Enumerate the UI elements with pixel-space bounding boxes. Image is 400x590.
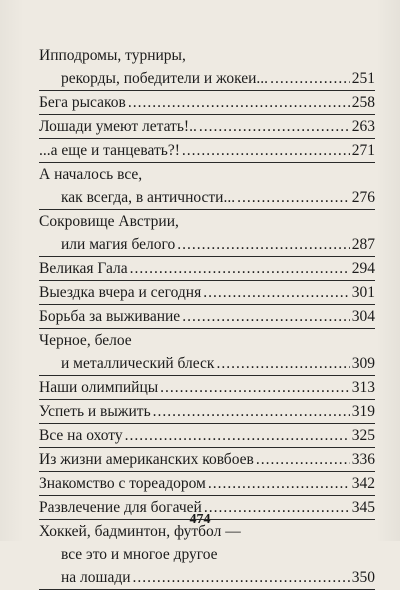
dot-leader: [203, 281, 350, 304]
toc-page-number: 309: [351, 355, 375, 372]
toc-page-number: 313: [351, 379, 375, 396]
dot-leader: [177, 233, 350, 256]
toc-page-number: 276: [351, 189, 375, 206]
toc-entry-last-line: [39, 233, 375, 256]
toc-entry: [39, 91, 375, 115]
toc-entry: [39, 281, 375, 305]
dot-leader: [182, 139, 350, 162]
toc-entry-title: Борьба за выживание: [39, 308, 181, 325]
toc-entry-last-line: [39, 186, 375, 209]
toc-entry: [39, 400, 375, 424]
toc-page-number: 271: [351, 142, 375, 159]
toc-entry-last-line: [39, 448, 375, 471]
toc-entry-title: Успеть и выжить: [39, 403, 151, 420]
toc-entry: [39, 139, 375, 163]
toc-page-number: 263: [351, 118, 375, 135]
toc-entry-last-line: [39, 305, 375, 328]
toc-entry: [39, 115, 375, 139]
toc-entry-title: Великая Гала: [39, 260, 128, 277]
toc-entry-title: Из жизни американских ковбоев: [39, 451, 254, 468]
toc-page-number: 342: [351, 475, 375, 492]
toc-page-number: 319: [351, 403, 375, 420]
dot-leader: [256, 448, 350, 471]
toc-entry-title: Развлечение для богачей: [39, 499, 202, 516]
toc-page-number: 350: [351, 569, 375, 586]
dot-leader: [153, 400, 350, 423]
toc-entry-last-line: [39, 376, 375, 399]
page-number: 474: [189, 512, 211, 527]
dot-leader: [125, 424, 350, 447]
toc-entry-title: Все на охоту: [39, 427, 123, 444]
dot-leader: [270, 67, 350, 90]
toc-page-number: 258: [351, 94, 375, 111]
dot-leader: [216, 352, 349, 375]
toc-page-number: 287: [351, 236, 375, 253]
toc-entry-last-line: [39, 139, 375, 162]
toc-entry: [39, 472, 375, 496]
toc-entry: [39, 163, 375, 210]
toc-entry: [39, 448, 375, 472]
toc-entry-last-line: [39, 400, 375, 423]
toc-entry-last-line: [39, 352, 375, 375]
toc-entry-title: Хоккей, бадминтон, футбол —: [39, 523, 241, 540]
toc-entry-last-line: [39, 115, 375, 138]
toc-page-number: 345: [351, 499, 375, 516]
toc-entry-title: рекорды, победители и жокеи...: [61, 70, 269, 87]
dot-leader: [199, 115, 350, 138]
toc-entry: [39, 376, 375, 400]
toc-entry-last-line: [39, 257, 375, 280]
toc-entry-last-line: [39, 424, 375, 447]
toc-entry-title: Сокровище Австрии,: [39, 213, 179, 230]
toc-entry-title: на лошади: [61, 569, 131, 586]
toc-page-number: 301: [351, 284, 375, 301]
toc-entry: [39, 329, 375, 376]
table-of-contents: [39, 44, 375, 590]
toc-entry-title: А началось все,: [39, 166, 143, 183]
dot-leader: [237, 186, 350, 209]
toc-entry-title: и металлический блеск: [61, 355, 215, 372]
toc-page-number: 294: [351, 260, 375, 277]
dot-leader: [133, 566, 350, 589]
toc-entry-last-line: [39, 67, 375, 90]
toc-entry-last-line: [39, 91, 375, 114]
toc-page-number: 325: [351, 427, 375, 444]
toc-entry-title: ...а еще и танцевать?!: [39, 142, 180, 159]
toc-entry-title: все это и многое другое: [61, 546, 218, 563]
toc-entry: [39, 210, 375, 257]
toc-entry-title: как всегда, в античности...: [61, 189, 236, 206]
toc-entry: [39, 305, 375, 329]
dot-leader: [208, 472, 350, 495]
dot-leader: [160, 376, 350, 399]
toc-entry: [39, 424, 375, 448]
toc-page-number: 304: [351, 308, 375, 325]
toc-entry-title: Бега рысаков: [39, 94, 126, 111]
toc-entry-last-line: [39, 472, 375, 495]
toc-entry-title: Лошади умеют летать!..: [39, 118, 197, 135]
dot-leader: [130, 257, 350, 280]
dot-leader: [128, 91, 350, 114]
toc-entry: [39, 520, 375, 590]
toc-page-number: 336: [351, 451, 375, 468]
toc-entry: [39, 44, 375, 91]
toc-entry: [39, 257, 375, 281]
toc-page-number: 251: [351, 70, 375, 87]
toc-entry-title: Ипподромы, турниры,: [39, 47, 186, 64]
toc-entry-title: Черное, белое: [39, 332, 132, 349]
toc-entry-last-line: [39, 281, 375, 304]
dot-leader: [182, 305, 350, 328]
toc-entry-title: Наши олимпийцы: [39, 379, 159, 396]
toc-entry-title: Выездка вчера и сегодня: [39, 284, 202, 301]
toc-entry-title: Знакомство с тореадором: [39, 475, 206, 492]
toc-entry-title: или магия белого: [61, 236, 176, 253]
toc-entry-last-line: [39, 566, 375, 589]
